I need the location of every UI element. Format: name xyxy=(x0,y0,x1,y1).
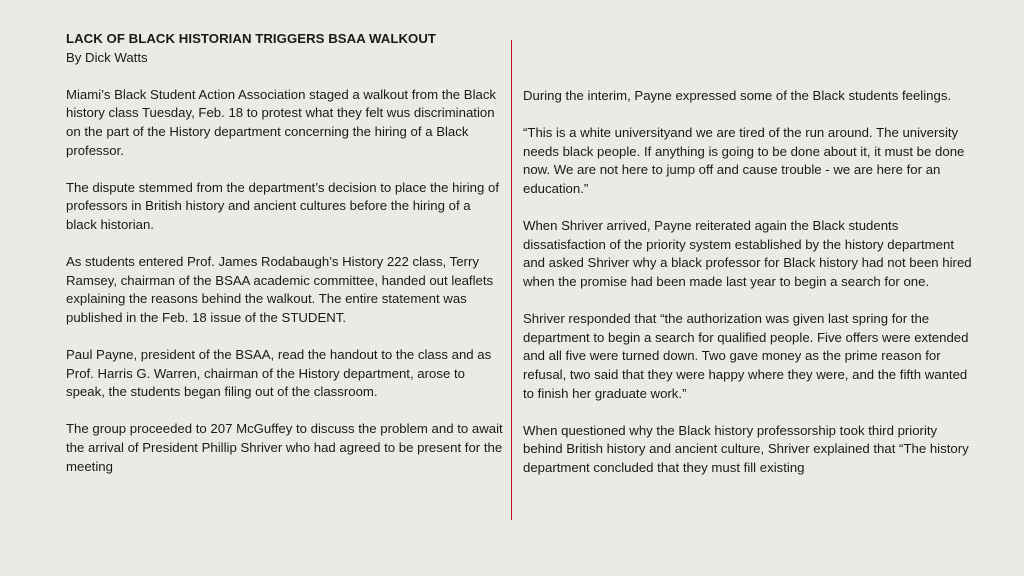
left-paragraph-4: Paul Payne, president of the BSAA, read the handout to the class and as Prof. Harris G. Warren, chairman of the History department, arose to speak, the students began filing out of the classroom. xyxy=(66,347,492,400)
right-paragraph-2: “This is a white universityand we are tired of the run around. The university needs black people. If anything is going to be done about it, it must be done now. We are not here to jump off and cause trouble - we are here for an education.” xyxy=(523,125,965,196)
right-paragraph-3: When Shriver arrived, Payne reiterated again the Black students dissatisfaction of the priority system established by the history department and asked Shriver why a black professor for Black history had not been hired when the promise had been made last year to begin a search for one. xyxy=(523,218,972,289)
column-divider xyxy=(511,40,512,520)
article-byline: By Dick Watts xyxy=(66,49,148,65)
right-paragraph-5: When questioned why the Black history professorship took third priority behind British history and ancient culture, Shriver explained that “The history department concluded that they must fill existing xyxy=(523,422,969,475)
left-column xyxy=(66,30,504,495)
left-paragraph-1: Miami’s Black Student Action Association staged a walkout from the Black history class Tuesday, Feb. 18 to protest what they felt wus discrimination on the part of the History department concerning the hiring of a Black professor. xyxy=(66,86,497,158)
left-paragraph-5: The group proceeded to 207 McGuffey to discuss the problem and to await the arrival of President Phillip Shriver who had agreed to be present for the meeting xyxy=(66,421,503,474)
right-paragraph-4: Shriver responded that “the authorization was given last spring for the department to begin a search for qualified people. Five offers were extended and all five were turned down. Two gave money as the prime reason for refusal, two said that they were happy where they were, and the fifth wanted to finish her graduate work.” xyxy=(523,311,969,401)
right-paragraph-1: During the interim, Payne expressed some of the Black students feelings. xyxy=(523,88,952,103)
left-paragraph-3: As students entered Prof. James Rodabaugh’s History 222 class, Terry Ramsey, chairman of the BSAA academic committee, handed out leaflets explaining the reasons behind the walkout. The entire statement was published in the Feb. 18 issue of the STUDENT. xyxy=(66,254,494,325)
right-column xyxy=(523,87,978,496)
article-title: LACK OF BLACK HISTORIAN TRIGGERS BSAA WALKOUT xyxy=(66,31,437,46)
left-paragraph-2: The dispute stemmed from the department’s decision to place the hiring of professors in British history and ancient cultures before the hiring of a black historian. xyxy=(66,179,499,232)
